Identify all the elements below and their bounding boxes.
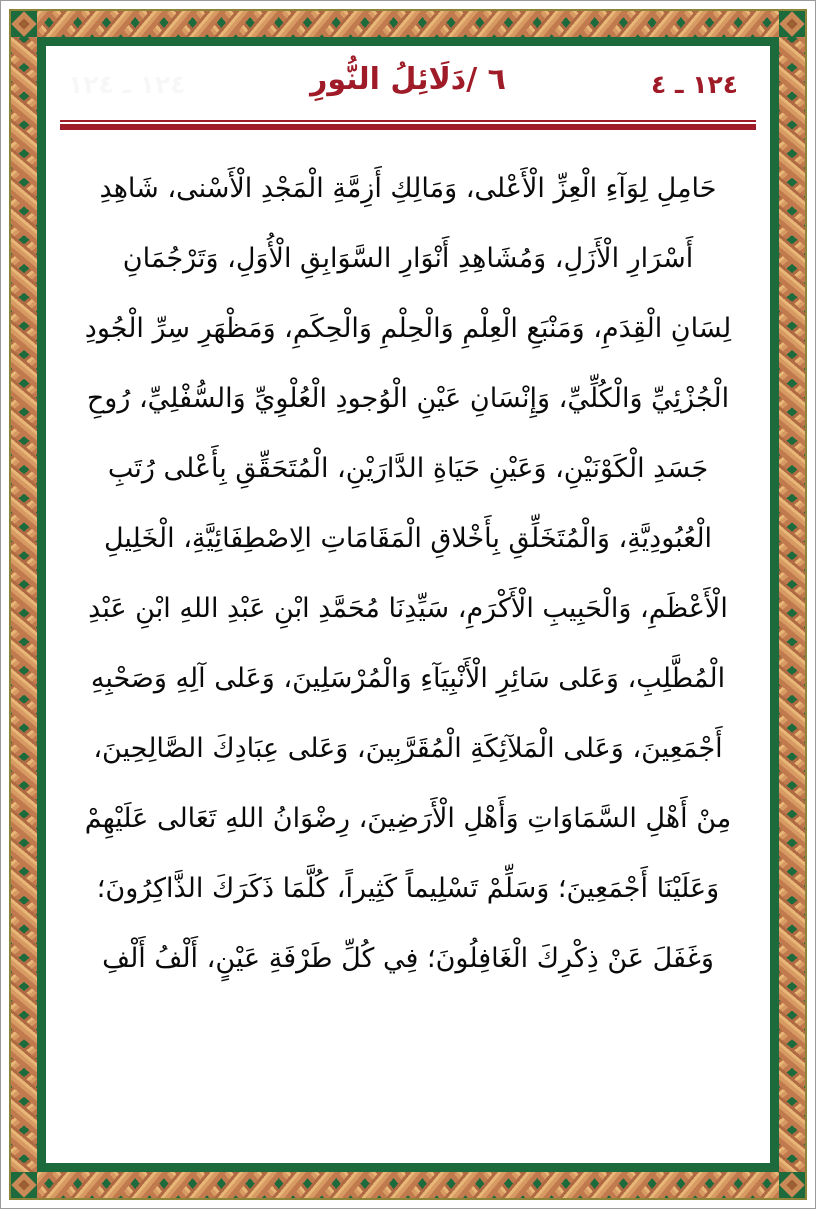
body-text-block — [46, 154, 770, 994]
chevron-pattern-top-icon — [37, 11, 779, 37]
text-line: وَعَلَيْنَا أَجْمَعِينَ؛ وَسَلِّمْ تَسْلِيماً كَثِيراً، كُلَّمَا ذَكَرَكَ الذَّاكِرُونَ؛ — [96, 873, 720, 904]
divider-thick-rule — [60, 124, 756, 130]
text-line: لِسَانِ الْقِدَمِ، وَمَنْبَعِ الْعِلْمِ وَالْحِلْمِ وَالْحِكَمِ، وَمَظْهَرِ سِرِّ الْجُودِ — [84, 313, 732, 344]
text-line: أَسْرَارِ الْأَزَلِ، وَمُشَاهِدِ أَنْوَارِ السَّوَابِقِ الْأُوَلِ، وَتَرْجُمَانِ — [122, 243, 694, 274]
text-line: وَغَفَلَ عَنْ ذِكْرِكَ الْغَافِلُونَ؛ فِي كُلِّ طَرْفَةِ عَيْنٍ، أَلْفُ أَلْفِ — [102, 943, 714, 974]
corner-diamond-top-left-icon — [11, 11, 37, 37]
page-number: ١٢٤ ـ ٤ — [651, 70, 738, 99]
text-line: مِنْ أَهْلِ السَّمَاوَاتِ وَأَهْلِ الْأَرَضِينَ، رِضْوَانُ اللهِ تَعَالى عَلَيْهِمْ — [84, 803, 732, 834]
text-line: جَسَدِ الْكَوْنَيْنِ، وَعَيْنِ حَيَاةِ الدَّارَيْنِ، الْمُتَحَقِّقِ بِأَعْلى رُتَبِ — [107, 453, 709, 484]
page-header — [46, 46, 770, 120]
page-watermark: ١٢٤ ـ ١٢٤ — [68, 70, 186, 99]
corner-diamond-bottom-right-icon — [779, 1172, 805, 1198]
text-line: حَامِلِ لِوَآءِ الْعِزِّ الْأَعْلى، وَمَالِكِ أَزِمَّةِ الْمَجْدِ الْأَسْنى، شَاهِدِ — [99, 173, 717, 204]
corner-diamond-bottom-left-icon — [11, 1172, 37, 1198]
text-line: الْجُزْئِيِّ وَالْكُلِّيِّ، وَإِنْسَانِ عَيْنِ الْوُجودِ الْعُلْوِيِّ وَالسُّفْلِيِّ، رُوحِ — [86, 383, 730, 414]
text-line: الْأَعْظَمِ، وَالْحَبِيبِ الْأَكْرَمِ، سَيِّدِنَا مُحَمَّدِ ابْنِ عَبْدِ اللهِ ابْنِ عَبْدِ — [88, 593, 728, 624]
page-content-area — [46, 46, 770, 1163]
corner-diamond-top-right-icon — [779, 11, 805, 37]
header-divider — [60, 120, 756, 130]
book-title: ٦ /دَلَائِلُ النُّورِ — [310, 62, 506, 97]
text-line: الْمُطَّلِبِ، وَعَلى سَائِرِ الْأَنْبِيَآءِ وَالْمُرْسَلِينَ، وَعَلى آلِهِ وَصَحْبِهِ — [90, 663, 726, 694]
chevron-pattern-right-icon — [779, 37, 805, 1172]
divider-thin-rule — [60, 120, 756, 122]
text-line: الْعُبُودِيَّةِ، وَالْمُتَخَلِّقِ بِأَخْلاقِ الْمَقَامَاتِ الِاصْطِفَائِيَّةِ، الْخَلِيلِ — [103, 523, 713, 554]
text-line: أَجْمَعِينَ، وَعَلى الْمَلآئِكَةِ الْمُقَرَّبِينَ، وَعَلى عِبَادِكَ الصَّالِحِينَ، — [93, 733, 723, 764]
chevron-pattern-left-icon — [11, 37, 37, 1172]
chevron-pattern-bottom-icon — [37, 1172, 779, 1198]
